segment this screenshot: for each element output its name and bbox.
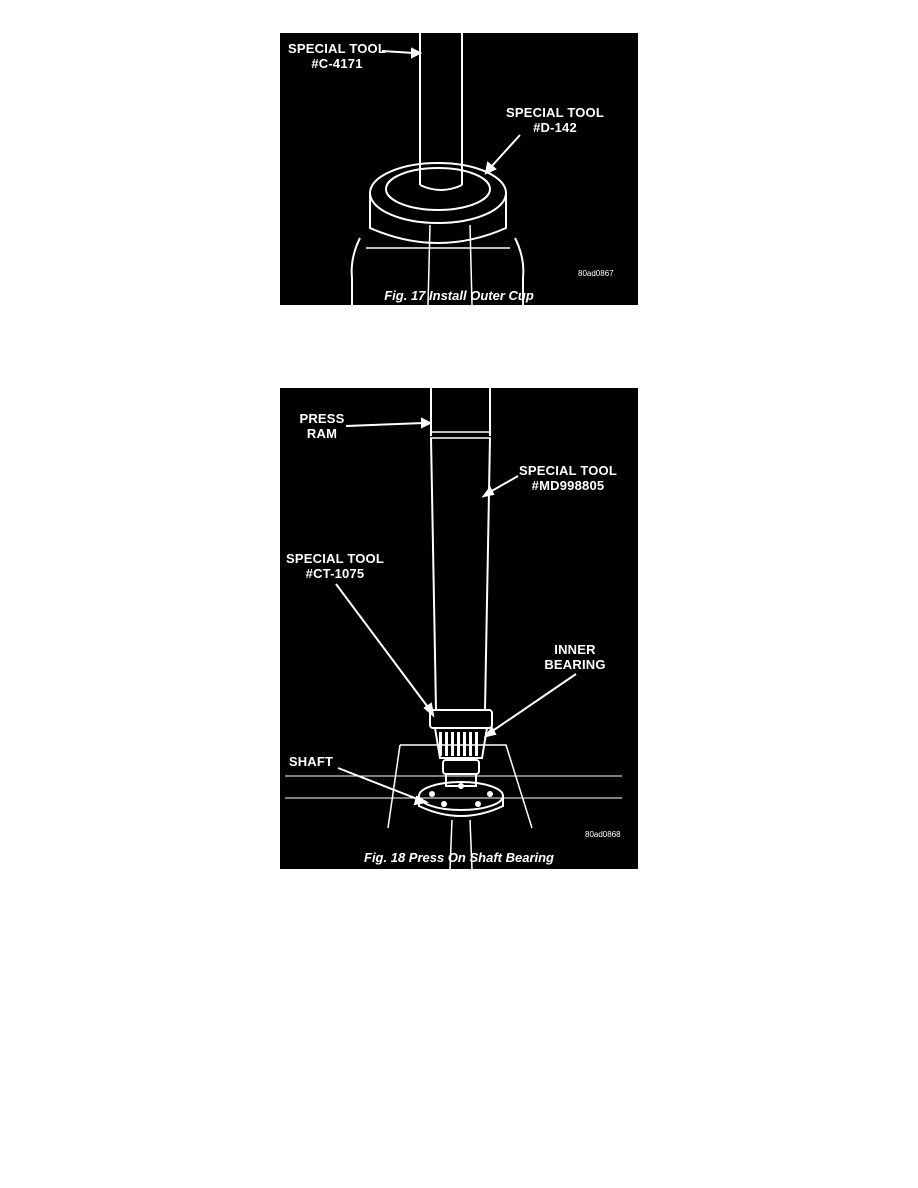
figure-18-code: 80ad0868 <box>585 830 621 839</box>
label-special-tool-d142: SPECIAL TOOL #D-142 <box>506 105 604 135</box>
figure-17-illustration <box>280 33 638 305</box>
label-press-ram: PRESS RAM <box>299 411 345 441</box>
figure-18-illustration <box>280 388 638 869</box>
figure-17-caption: Fig. 17 Install Outer Cup <box>384 288 534 303</box>
label-shaft: SHAFT <box>288 754 334 769</box>
figure-17-code: 80ad0867 <box>578 269 614 278</box>
label-special-tool-c4171: SPECIAL TOOL #C-4171 <box>288 41 386 71</box>
figure-18-caption: Fig. 18 Press On Shaft Bearing <box>364 850 554 865</box>
label-special-tool-ct1075: SPECIAL TOOL #CT-1075 <box>286 551 384 581</box>
label-special-tool-md998805: SPECIAL TOOL #MD998805 <box>519 463 617 493</box>
label-inner-bearing: INNER BEARING <box>544 642 606 672</box>
figure-17 <box>280 33 638 305</box>
figure-18 <box>280 388 638 869</box>
